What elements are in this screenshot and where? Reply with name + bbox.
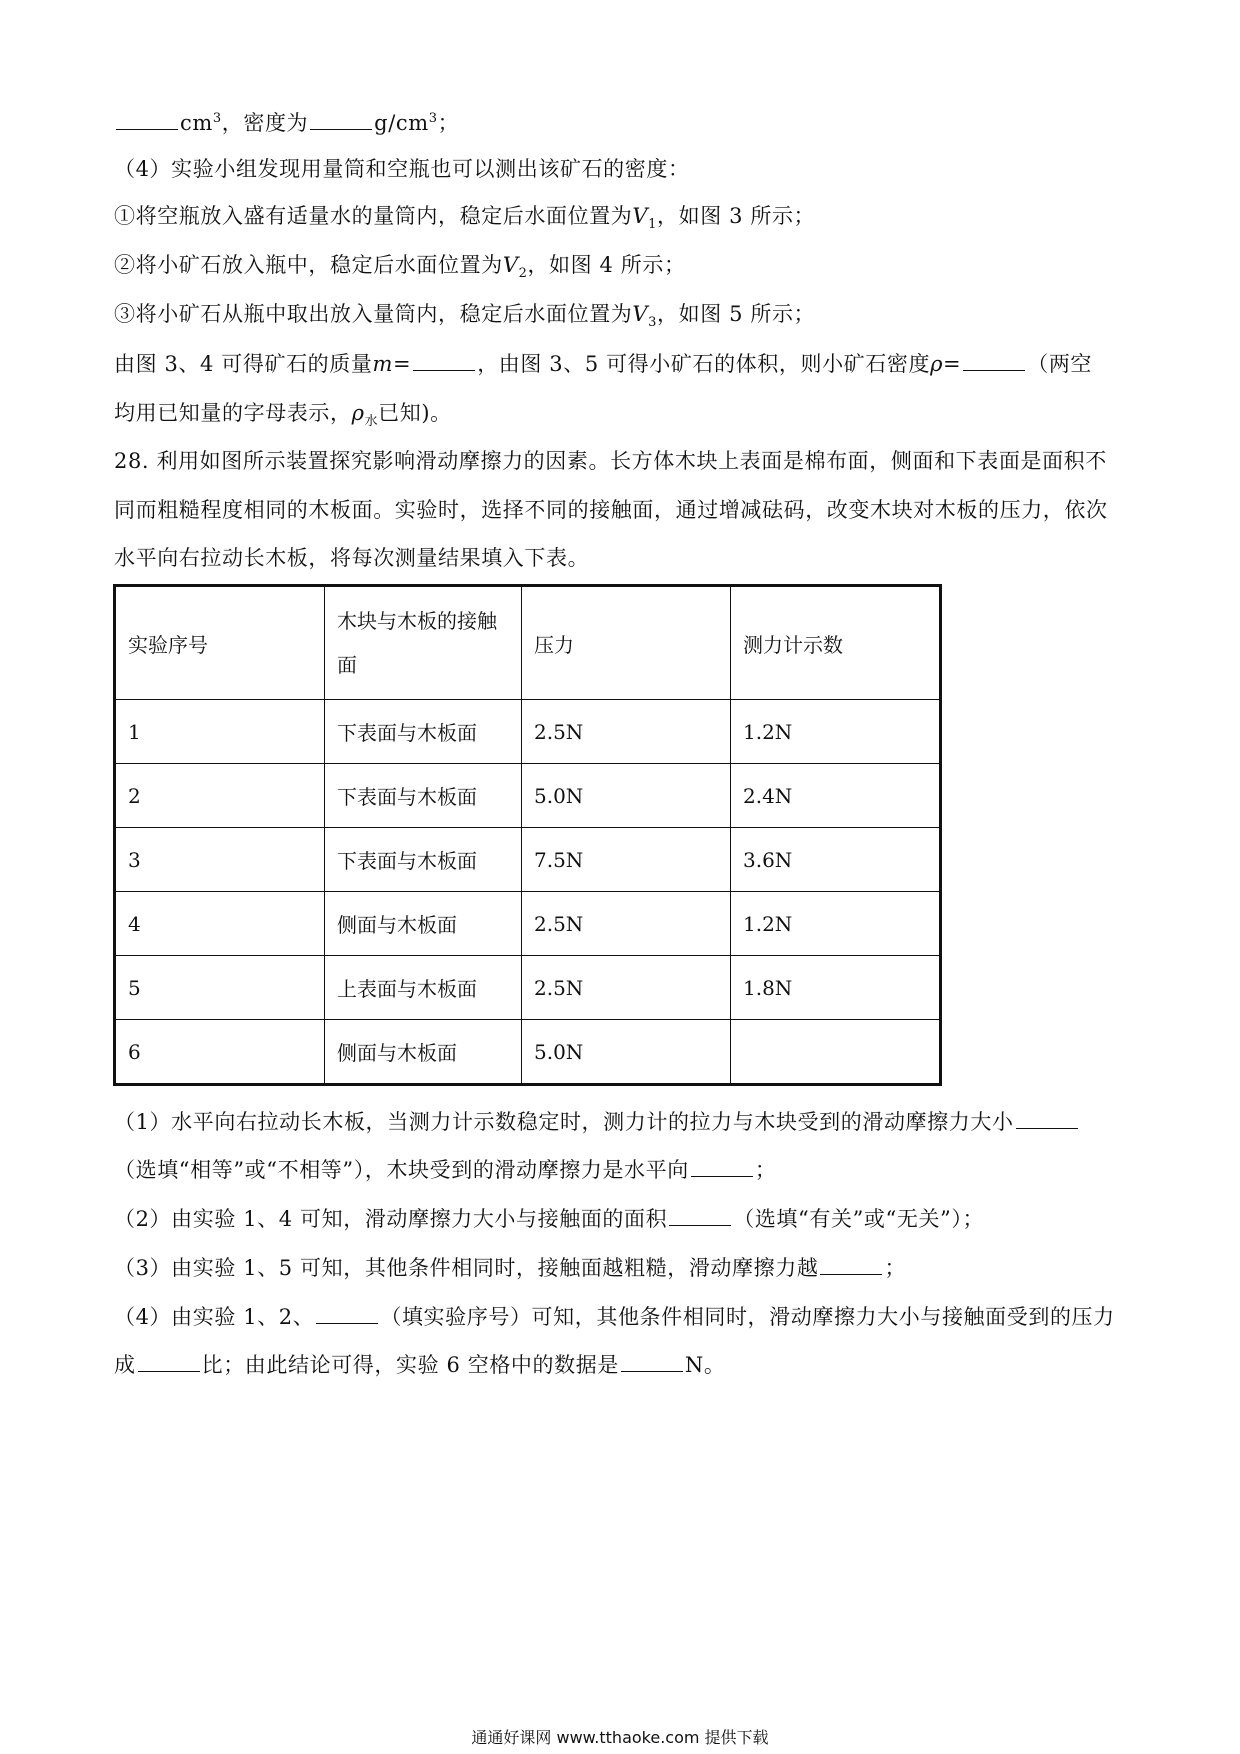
table-cell: 1.8N (731, 956, 941, 1020)
table-cell: 1 (115, 700, 325, 764)
sub-question-4-continued (114, 1350, 726, 1380)
text-fragment: （3）由实验 1、5 可知，其他条件相同时，接触面越粗糙，滑动摩擦力越 (114, 1256, 819, 1280)
variable: V (502, 253, 519, 277)
unit-text: cm (180, 111, 213, 135)
question-28-line-3: 水平向右拉动长木板，将每次测量结果填入下表。 (114, 546, 590, 570)
text-fragment: 成 (114, 1353, 136, 1377)
text-fragment: ； (437, 111, 460, 135)
text-fragment: （1）水平向右拉动长木板，当测力计示数稳定时，测力计的拉力与木块受到的滑动摩擦力大小 (114, 1110, 1014, 1134)
text-fragment: = (393, 352, 412, 376)
text-fragment: ③将小矿石从瓶中取出放入量筒内，稳定后水面位置为 (114, 302, 633, 326)
text-fragment: （选填“相等”或“不相等”），木块受到的滑动摩擦力是水平向 (114, 1158, 689, 1182)
answer-blank (138, 1351, 200, 1372)
text-fragment: ，密度为 (221, 111, 309, 135)
table-row (115, 828, 941, 892)
step-2 (114, 250, 686, 289)
table-cell: 2 (115, 764, 325, 828)
sub-question-4 (114, 1302, 1115, 1332)
table-cell: 5.0N (522, 1020, 731, 1085)
superscript: 3 (212, 111, 222, 126)
table-cell: 1.2N (731, 892, 941, 956)
table-cell: 2.5N (522, 700, 731, 764)
table-cell: 下表面与木板面 (325, 764, 522, 828)
text-fragment: ，如图 4 所示； (527, 253, 686, 277)
table-row (115, 892, 941, 956)
mass-density-note (114, 398, 452, 437)
sub-question-1 (114, 1107, 1080, 1137)
answer-blank (310, 109, 372, 130)
superscript: 3 (428, 111, 438, 126)
text-fragment: 均用已知量的字母表示， (114, 401, 352, 425)
subscript: 3 (648, 315, 658, 331)
table-cell: 6 (115, 1020, 325, 1085)
results-table (113, 584, 942, 1086)
table-header-cell: 实验序号 (115, 586, 325, 700)
text-fragment: ①将空瓶放入盛有适量水的量筒内，稳定后水面位置为 (114, 204, 633, 228)
step-1 (114, 201, 815, 240)
text-fragment: 由图 3、4 可得矿石的质量 (114, 352, 373, 376)
table-cell: 侧面与木板面 (325, 1020, 522, 1085)
answer-blank (691, 1156, 753, 1177)
table-cell: 下表面与木板面 (325, 828, 522, 892)
text-fragment: （2）由实验 1、4 可知，滑动摩擦力大小与接触面的面积 (114, 1207, 668, 1231)
text-fragment: 比；由此结论可得，实验 6 空格中的数据是 (201, 1353, 619, 1377)
answer-blank (1016, 1108, 1078, 1129)
text-fragment: N。 (684, 1353, 726, 1377)
table-row (115, 764, 941, 828)
page-footer: 通通好课网 www.tthaoke.com 提供下载 (471, 1728, 769, 1747)
subscript: 水 (364, 414, 379, 430)
answer-blank (820, 1254, 882, 1275)
text-fragment: ②将小矿石放入瓶中，稳定后水面位置为 (114, 253, 503, 277)
text-fragment: 已知)。 (378, 401, 452, 425)
question-part-4: （4）实验小组发现用量筒和空瓶也可以测出该矿石的密度： (114, 157, 690, 181)
answer-blank (621, 1351, 683, 1372)
answer-blank (963, 350, 1025, 371)
table-row (115, 1020, 941, 1085)
answer-blank (316, 1303, 378, 1324)
variable: V (632, 204, 649, 228)
sub-question-3 (114, 1253, 906, 1283)
text-fragment: ，由图 3、5 可得小矿石的体积，则小矿石密度 (477, 352, 931, 376)
step-3 (114, 299, 815, 338)
sub-question-1-continued (114, 1155, 776, 1185)
answer-blank (413, 350, 475, 371)
answer-line-volume-density (114, 104, 459, 138)
table-row (115, 956, 941, 1020)
table-header-cell: 压力 (522, 586, 731, 700)
text-fragment: （4）由实验 1、2、 (114, 1305, 315, 1329)
text-fragment: ，如图 5 所示； (657, 302, 816, 326)
variable: V (632, 302, 649, 326)
text-fragment: （两空 (1027, 352, 1093, 376)
table-cell: 2.5N (522, 956, 731, 1020)
answer-blank (116, 109, 178, 130)
table-header-row (115, 586, 941, 700)
subscript: 2 (518, 266, 528, 282)
text-fragment: ； (884, 1256, 907, 1280)
table-cell: 4 (115, 892, 325, 956)
text-fragment: ，如图 3 所示； (657, 204, 816, 228)
table-cell: 7.5N (522, 828, 731, 892)
table-cell: 2.4N (731, 764, 941, 828)
table-cell: 1.2N (731, 700, 941, 764)
subscript: 1 (648, 217, 658, 233)
variable: ρ (351, 401, 365, 425)
table-cell: 3.6N (731, 828, 941, 892)
table-cell: 上表面与木板面 (325, 956, 522, 1020)
text-fragment: （填实验序号）可知，其他条件相同时，滑动摩擦力大小与接触面受到的压力 (380, 1305, 1115, 1329)
sub-question-2 (114, 1204, 984, 1234)
variable: m (372, 352, 393, 376)
text-fragment: ； (754, 1158, 777, 1182)
answer-blank (669, 1205, 731, 1226)
unit-text: g/cm (374, 111, 429, 135)
table-row (115, 700, 941, 764)
question-28-line-2: 同而粗糙程度相同的木板面。实验时，选择不同的接触面，通过增减砝码，改变木块对木板的压力，依次 (114, 498, 1108, 522)
table-header-cell: 测力计示数 (731, 586, 941, 700)
table-cell-empty (731, 1020, 941, 1085)
table-cell: 侧面与木板面 (325, 892, 522, 956)
table-cell: 2.5N (522, 892, 731, 956)
variable: ρ (930, 352, 944, 376)
table-cell: 5 (115, 956, 325, 1020)
table-cell: 下表面与木板面 (325, 700, 522, 764)
text-fragment: （选填“有关”或“无关”）； (733, 1207, 985, 1231)
mass-density-question (114, 349, 1092, 379)
table-header-cell: 木块与木板的接触面 (325, 586, 522, 700)
question-28-line-1: 28. 利用如图所示装置探究影响滑动摩擦力的因素。长方体木块上表面是棉布面，侧面和下表面是面积不 (114, 449, 1107, 473)
table-cell: 3 (115, 828, 325, 892)
table-cell: 5.0N (522, 764, 731, 828)
text-fragment: = (943, 352, 962, 376)
